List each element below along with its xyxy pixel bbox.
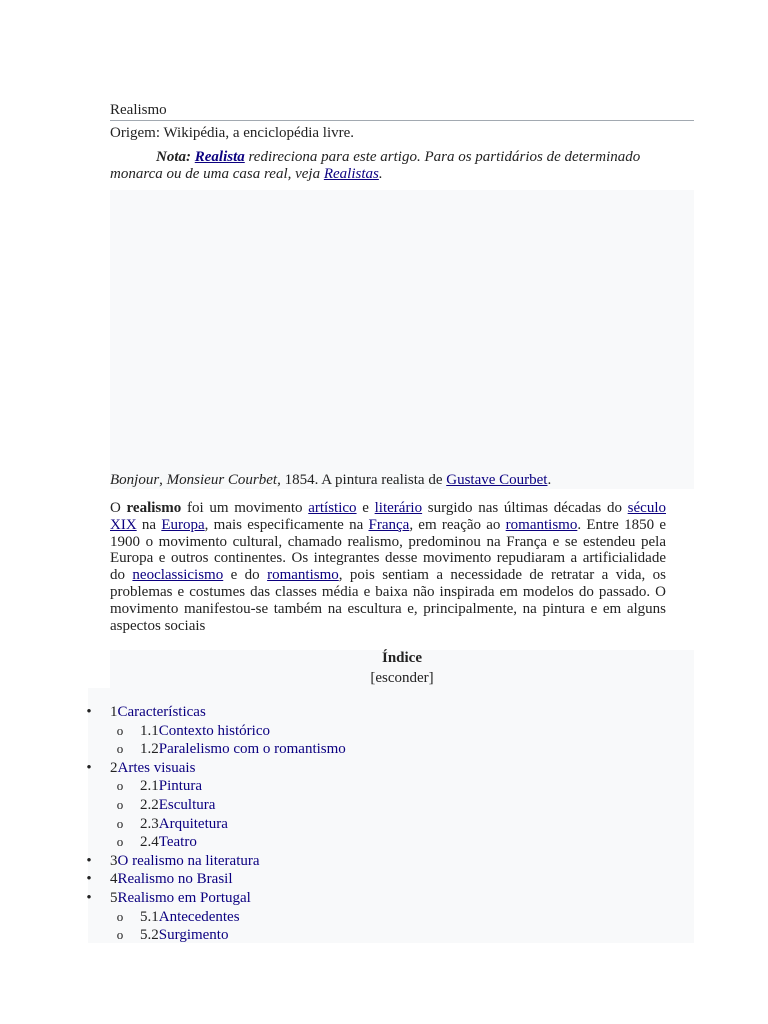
toc-item-number: 2.4 bbox=[140, 834, 159, 851]
toc-item-link[interactable]: Realismo em Portugal bbox=[117, 890, 251, 906]
hatnote: Nota: Realista redireciona para este artigo. Para os partidários de determinado monarca ou de uma casa real, veja Realistas. bbox=[110, 149, 641, 182]
bold-term: realismo bbox=[126, 500, 182, 516]
toc-item-number: 1.2 bbox=[140, 741, 159, 758]
bullet-circle-icon: o bbox=[116, 722, 124, 738]
toc-item-link[interactable]: Teatro bbox=[158, 834, 197, 851]
bullet-disc-icon: • bbox=[86, 852, 92, 869]
link-europa[interactable]: Europa bbox=[161, 516, 205, 533]
toc-item-number: 2 bbox=[110, 759, 118, 776]
hatnote-text: redireciona para este artigo. Para os partidários de determinado monarca ou de uma casa real, veja bbox=[110, 149, 641, 182]
toc-item-link[interactable]: Antecedentes bbox=[158, 908, 240, 925]
origin-line: Origem: Wikipédia, a enciclopédia livre. bbox=[110, 125, 355, 141]
bullet-disc-icon: • bbox=[86, 871, 92, 888]
link-romantismo-2[interactable]: romantismo bbox=[267, 567, 339, 584]
toc-item-number: 5 bbox=[110, 890, 118, 906]
link-romantismo[interactable]: romantismo bbox=[505, 516, 578, 533]
page-title: Realismo bbox=[110, 101, 694, 121]
toc-item-link[interactable]: Arquitetura bbox=[158, 815, 228, 832]
toc-item-number: 4 bbox=[110, 871, 118, 888]
bullet-disc-icon: • bbox=[86, 890, 92, 906]
figure bbox=[110, 190, 694, 489]
toc-item[interactable] bbox=[86, 870, 233, 888]
toc-item[interactable] bbox=[116, 740, 346, 758]
bullet-circle-icon: o bbox=[116, 741, 124, 757]
link-neoclassicismo[interactable]: neoclassicismo bbox=[132, 567, 224, 584]
toc-item[interactable] bbox=[86, 703, 206, 721]
toc-item-link[interactable]: Pintura bbox=[158, 778, 203, 795]
toc-item-link[interactable]: Surgimento bbox=[158, 927, 229, 944]
bullet-circle-icon: o bbox=[116, 797, 124, 812]
toc-item-link[interactable]: O realismo na literatura bbox=[117, 852, 260, 869]
toc-item-number: 2.1 bbox=[140, 778, 159, 795]
toc-item[interactable] bbox=[116, 926, 229, 944]
toc-item[interactable] bbox=[116, 833, 197, 851]
toc-item-link[interactable]: Paralelismo com o romantismo bbox=[158, 741, 346, 758]
link-seculo-xix[interactable]: século XIX bbox=[110, 500, 666, 533]
bullet-circle-icon: o bbox=[116, 908, 124, 924]
toc-item-link[interactable]: Artes visuais bbox=[117, 759, 196, 776]
bullet-disc-icon: • bbox=[86, 704, 92, 720]
link-realista[interactable]: Realista bbox=[194, 149, 245, 165]
toc-item[interactable] bbox=[116, 908, 240, 926]
toc-item[interactable] bbox=[116, 722, 270, 740]
painting-image[interactable] bbox=[110, 190, 694, 460]
toc-item-number: 5.2 bbox=[140, 927, 159, 944]
toc-item-link[interactable]: Escultura bbox=[158, 797, 216, 813]
toc-item-number: 2.3 bbox=[140, 815, 159, 832]
toc-item-number: 1.1 bbox=[140, 722, 159, 739]
bullet-circle-icon: o bbox=[116, 815, 124, 831]
link-realistas[interactable]: Realistas bbox=[323, 165, 379, 182]
figure-caption: Bonjour, Monsieur Courbet, 1854. A pintura realista de Gustave Courbet. bbox=[110, 472, 552, 488]
intro-paragraph: O realismo foi um movimento artístico e literário surgido nas últimas décadas do século XIX na Europa, mais especificamente na França, em reação ao romantismo. Entre 1850 e 1900 o movimento cultural, chamado realismo, predominou na França e se estendeu pela Europa e outros continentes. Os integrantes desse movimento repudiaram a artificialidade do neoclassicismo e do romantismo, pois sentiam a necessidade de retratar a vida, os problemas e costumes das classes média e baixa não inspirada em modelos do passado. O movimento manifestou-se também na escultura e, principalmente, na pintura e em alguns aspectos sociais bbox=[110, 500, 666, 634]
toc-item-link[interactable]: Características bbox=[117, 704, 206, 720]
bullet-circle-icon: o bbox=[116, 834, 124, 850]
toc-toggle-button[interactable]: [esconder] bbox=[370, 670, 434, 686]
toc-item-link[interactable]: Contexto histórico bbox=[158, 722, 270, 739]
link-gustave-courbet[interactable]: Gustave Courbet bbox=[446, 472, 548, 488]
toc-item-number: 3 bbox=[110, 852, 118, 869]
toc-item-link[interactable]: Realismo no Brasil bbox=[117, 871, 233, 888]
link-franca[interactable]: França bbox=[368, 516, 410, 533]
toc-item-number: 5.1 bbox=[140, 908, 159, 925]
bullet-circle-icon: o bbox=[116, 778, 124, 794]
toc-item[interactable] bbox=[116, 777, 203, 795]
link-literario[interactable]: literário bbox=[374, 500, 423, 516]
bullet-circle-icon: o bbox=[116, 927, 124, 943]
bullet-disc-icon: • bbox=[86, 759, 92, 776]
toc-title: Índice bbox=[381, 650, 422, 666]
toc-item-number: 2.2 bbox=[140, 797, 159, 813]
link-artistico[interactable]: artístico bbox=[308, 500, 357, 516]
toc-item[interactable] bbox=[116, 796, 216, 814]
toc-item[interactable] bbox=[86, 852, 260, 870]
toc-item[interactable] bbox=[86, 889, 251, 907]
toc-item-number: 1 bbox=[110, 704, 118, 720]
toc-item[interactable] bbox=[116, 815, 228, 833]
hatnote-label: Nota: bbox=[156, 149, 191, 165]
toc-item[interactable] bbox=[86, 759, 196, 777]
